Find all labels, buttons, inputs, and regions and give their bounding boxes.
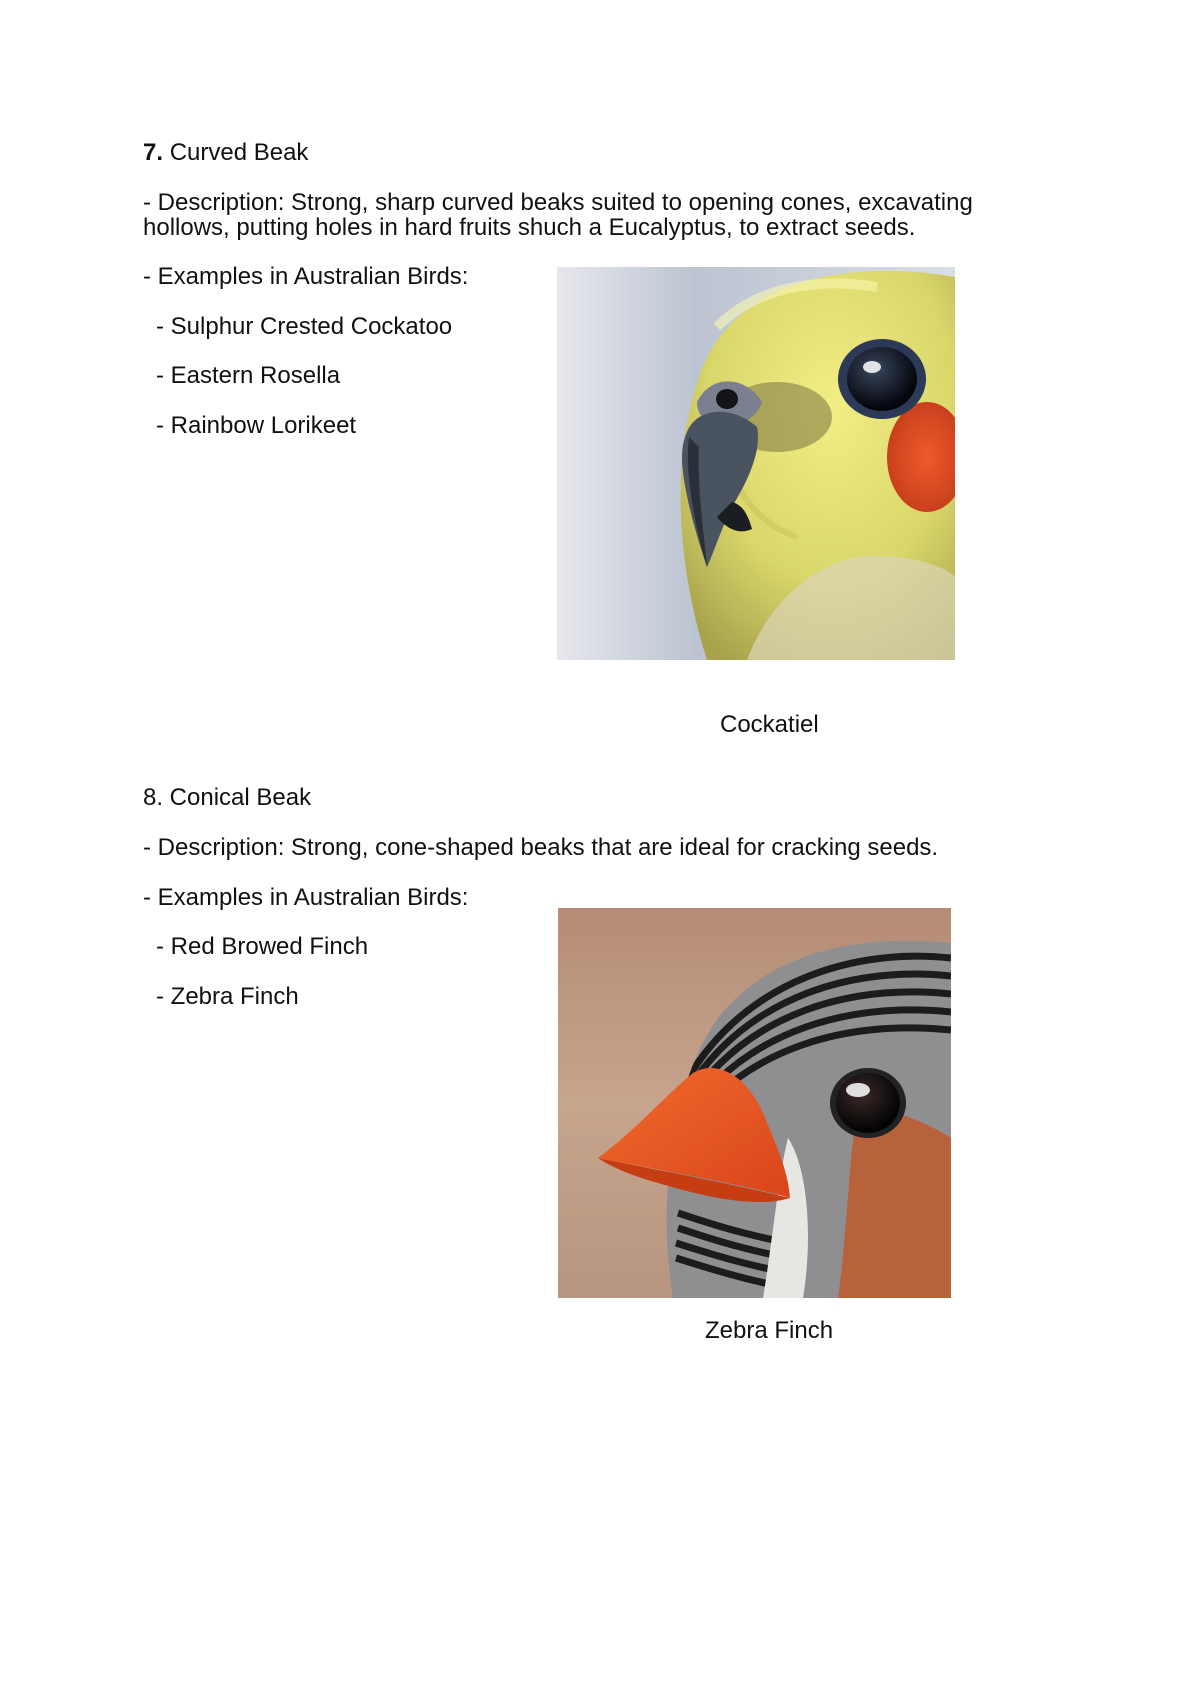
section-8-heading: 8. Conical Beak	[143, 784, 312, 811]
section-7-description-line-1: - Description: Strong, sharp curved beaks suited to opening cones, excavating	[143, 189, 973, 216]
section-8-example-item: - Red Browed Finch	[156, 933, 369, 960]
zebra-finch-head-illustration	[558, 908, 951, 1298]
section-7-example-item: - Eastern Rosella	[156, 362, 341, 389]
section-7-title: Curved Beak	[169, 139, 309, 166]
cockatiel-head-illustration	[557, 267, 955, 660]
section-7-example-item: - Rainbow Lorikeet	[156, 412, 357, 439]
zebra-finch-caption: Zebra Finch	[705, 1317, 834, 1344]
section-7-examples-label: - Examples in Australian Birds:	[143, 263, 469, 290]
cockatiel-image	[557, 267, 955, 660]
cockatiel-caption: Cockatiel	[720, 711, 819, 738]
section-8-example-item: - Zebra Finch	[156, 983, 299, 1010]
section-8-description: - Description: Strong, cone-shaped beaks that are ideal for cracking seeds.	[143, 834, 939, 861]
section-7-number: 7.	[143, 139, 164, 166]
section-7-example-item: - Sulphur Crested Cockatoo	[156, 313, 453, 340]
section-8-examples-label: - Examples in Australian Birds:	[143, 884, 469, 911]
section-7-description-line-2: hollows, putting holes in hard fruits shuch a Eucalyptus, to extract seeds.	[143, 214, 916, 241]
zebra-finch-image	[558, 908, 951, 1298]
section-7-heading	[143, 140, 308, 166]
